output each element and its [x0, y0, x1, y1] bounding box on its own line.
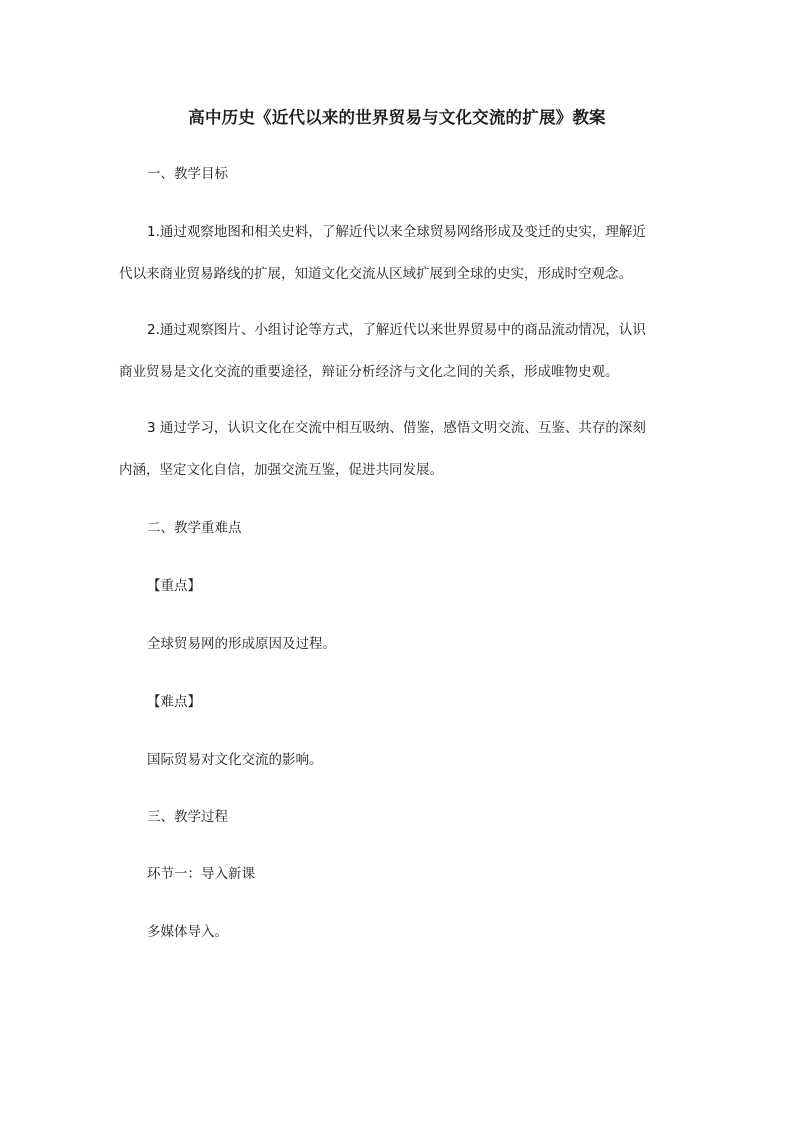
key-point-text: 全球贸易网的形成原因及过程。 [147, 636, 336, 652]
step-1-text: 多媒体导入。 [147, 924, 228, 940]
goal-2-line-2: 商业贸易是文化交流的重要途径，辩证分析经济与文化之间的关系，形成唯物史观。 [119, 364, 619, 380]
goal-1-line-2: 代以来商业贸易路线的扩展，知道文化交流从区域扩展到全球的史实，形成时空观念。 [119, 266, 632, 282]
goal-3-line-1: 3 通过学习，认识文化在交流中相互吸纳、借鉴，感悟文明交流、互鉴、共存的深刻 [147, 420, 646, 436]
section-heading-key-points: 二、教学重难点 [147, 520, 242, 536]
difficulty-label: 【难点】 [147, 694, 201, 710]
document-title: 高中历史《近代以来的世界贸易与文化交流的扩展》教案 [188, 108, 606, 127]
goal-2-line-1: 2.通过观察图片、小组讨论等方式，了解近代以来世界贸易中的商品流动情况，认识 [147, 322, 646, 338]
step-1-heading: 环节一：导入新课 [147, 866, 255, 882]
section-heading-objectives: 一、教学目标 [147, 166, 228, 182]
difficulty-text: 国际贸易对文化交流的影响。 [147, 752, 323, 768]
section-heading-process: 三、教学过程 [147, 809, 228, 825]
goal-1-line-1: 1.通过观察地图和相关史料，了解近代以来全球贸易网络形成及变迁的史实，理解近 [147, 224, 646, 240]
key-point-label: 【重点】 [147, 578, 201, 594]
goal-3-line-2: 内涵，坚定文化自信，加强交流互鉴，促进共同发展。 [119, 462, 443, 478]
